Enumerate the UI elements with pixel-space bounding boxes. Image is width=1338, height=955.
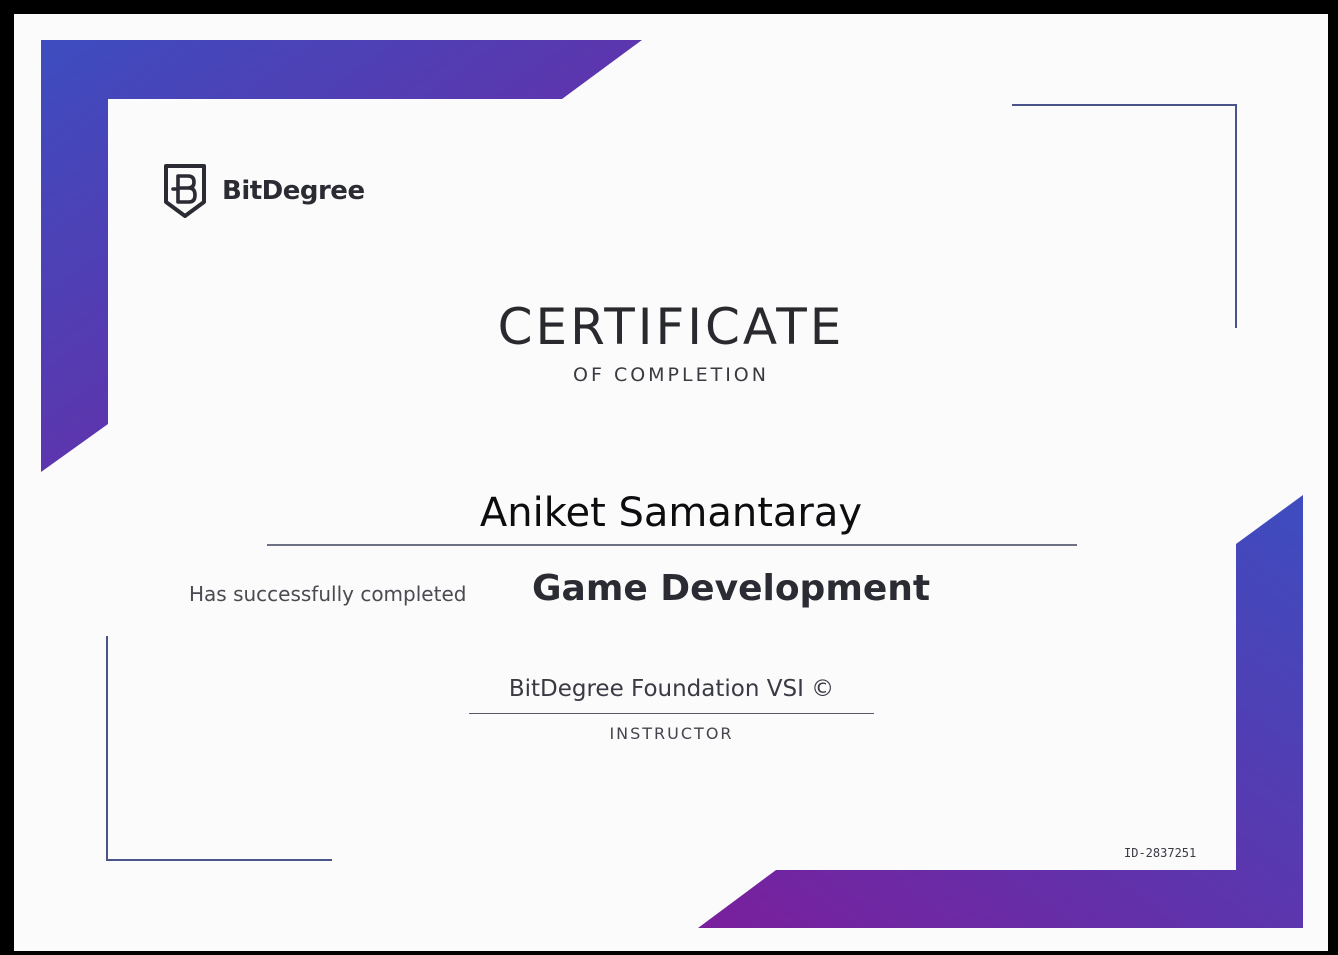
corner-line-top-right (1012, 105, 1236, 328)
brand-logo (162, 162, 365, 220)
certificate-paper (14, 14, 1328, 951)
certificate-subtitle: OF COMPLETION (573, 364, 769, 386)
corner-line-bottom-left (107, 636, 332, 860)
certificate-title: CERTIFICATE (497, 298, 845, 356)
certificate-id: ID-2837251 (1124, 846, 1197, 860)
recipient-name: Aniket Samantaray (479, 490, 863, 536)
instructor-name: BitDegree Foundation VSI © (508, 676, 835, 702)
completion-text: Has successfully completed (189, 582, 467, 606)
brand-name: BitDegree (222, 176, 365, 206)
recipient-underline (267, 544, 1077, 546)
corner-band-bottom-right (698, 495, 1303, 928)
instructor-role: INSTRUCTOR (609, 724, 734, 743)
corner-band-top-left (41, 40, 642, 472)
shield-b-icon (162, 162, 208, 220)
course-name: Game Development (532, 568, 931, 609)
instructor-signature-line (469, 713, 874, 714)
decorative-frame (14, 14, 1328, 951)
